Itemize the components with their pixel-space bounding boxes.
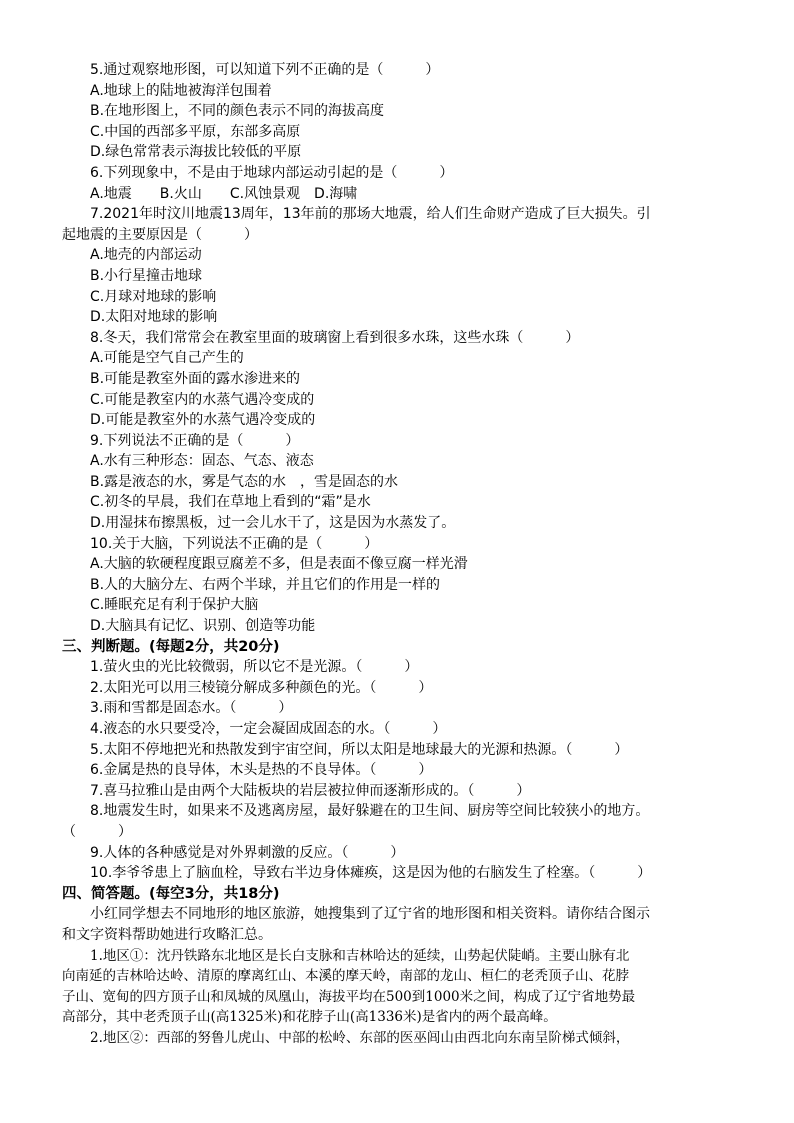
text-line: B.可能是教室外面的露水渗进来的 [90, 370, 301, 387]
exam-page [62, 60, 738, 1049]
text-line: A.可能是空气自己产生的 [90, 350, 244, 367]
text-line: D.绿色常常表示海拔比较低的平原 [90, 144, 302, 161]
section-heading: 四、简答题。(每空3分，共18分) [62, 885, 280, 902]
text-line: 7.喜马拉雅山是由两个大陆板块的岩层被拉伸而逐渐形成的。（ ） [90, 782, 531, 799]
text-line: 高部分，其中老秃顶子山(高1325米)和花脖子山(高1336米)是省内的两个最高峰。 [62, 1009, 557, 1026]
text-line: 小红同学想去不同地形的地区旅游，她搜集到了辽宁省的地形图和相关资料。请你结合图示 [90, 906, 650, 923]
text-line: D.可能是教室外的水蒸气遇冷变成的 [90, 412, 316, 429]
text-line: A.地震 B.火山 C.风蚀景观 D.海啸 [90, 185, 358, 202]
text-line: 8.冬天，我们常常会在教室里面的玻璃窗上看到很多水珠，这些水珠（ ） [90, 329, 580, 346]
text-line: B.小行星撞击地球 [90, 267, 203, 284]
text-line: D.太阳对地球的影响 [90, 309, 218, 326]
text-line: B.露是液态的水，雾是气态的水 ，雪是固态的水 [90, 473, 399, 490]
text-line: 2.太阳光可以用三棱镜分解成多种颜色的光。（ ） [90, 679, 433, 696]
text-line: 8.地震发生时，如果来不及逃离房屋，最好躲避在的卫生间、厨房等空间比较狭小的地方。 [90, 803, 650, 820]
text-line: A.地壳的内部运动 [90, 247, 202, 264]
text-line: 6.金属是热的良导体，木头是热的不良导体。（ ） [90, 762, 433, 779]
text-line: 9.人体的各种感觉是对外界刺激的反应。（ ） [90, 844, 405, 861]
text-line: D.用湿抹布擦黑板，过一会儿水干了，这是因为水蒸发了。 [90, 515, 456, 532]
text-line: 4.液态的水只要受冷，一定会凝固成固态的水。（ ） [90, 721, 447, 737]
text-line: 10.李爷爷患上了脑血栓，导致右半边身体瘫痪，这是因为他的右脑发生了栓塞。（ ） [90, 865, 652, 882]
text-line: D.大脑具有记忆、识别、创造等功能 [90, 618, 316, 635]
text-line: 1.地区①：沈丹铁路东北地区是长白支脉和吉林哈达的延续，山势起伏陡峭。主要山脉有北 [90, 947, 630, 964]
text-line: 向南延的吉林哈达岭、清原的摩离红山、本溪的摩天岭，南部的龙山、桓仁的老秃顶子山、花脖 [62, 968, 629, 985]
text-line: C.初冬的早晨，我们在草地上看到的“霜”是水 [90, 494, 371, 511]
section-heading: 三、判断题。(每题2分，共20分) [62, 638, 280, 655]
text-line: 9.下列说法不正确的是（ ） [90, 432, 300, 449]
text-line: A.大脑的软硬程度跟豆腐差不多，但是表面不像豆腐一样光滑 [90, 556, 468, 573]
text-line: B.在地形图上，不同的颜色表示不同的海拔高度 [90, 103, 385, 120]
text-line: C.月球对地球的影响 [90, 288, 217, 305]
text-line: C.中国的西部多平原，东部多高原 [90, 123, 301, 140]
text-line: C.睡眠充足有利于保护大脑 [90, 597, 259, 614]
text-line: 7.2021年时汶川地震13周年，13年前的那场大地震，给人们生命财产造成了巨大损失。引 [90, 206, 651, 223]
text-line: 2.地区②：西部的努鲁儿虎山、中部的松岭、东部的医巫闾山由西北向东南呈阶梯式倾斜， [90, 1029, 630, 1046]
text-line: 1.萤火虫的光比较微弱，所以它不是光源。（ ） [90, 659, 419, 676]
text-line: 6.下列现象中，不是由于地球内部运动引起的是（ ） [90, 164, 454, 181]
text-line: B.人的大脑分左、右两个半球，并且它们的作用是一样的 [90, 576, 441, 593]
text-line: （ ） [62, 823, 132, 840]
text-line: A.水有三种形态：固态、气态、液态 [90, 453, 314, 470]
text-line: 起地震的主要原因是（ ） [62, 226, 258, 243]
text-line: 子山、宽甸的四方顶子山和凤城的凤凰山，海拔平均在500到1000米之间，构成了辽宁省地势最 [62, 988, 636, 1005]
text-line: C.可能是教室内的水蒸气遇冷变成的 [90, 391, 315, 408]
text-line: A.地球上的陆地被海洋包围着 [90, 82, 272, 99]
text-line: 10.关于大脑，下列说法不正确的是（ ） [90, 535, 379, 552]
text-line: 5.太阳不停地把光和热散发到宇宙空间，所以太阳是地球最大的光源和热源。（ ） [90, 741, 629, 758]
text-line: 5.通过观察地形图，可以知道下列不正确的是（ ） [90, 62, 440, 78]
text-line: 3.雨和雪都是固态水。（ ） [90, 700, 293, 717]
text-line: 和文字资料帮助她进行攻略汇总。 [62, 926, 272, 943]
